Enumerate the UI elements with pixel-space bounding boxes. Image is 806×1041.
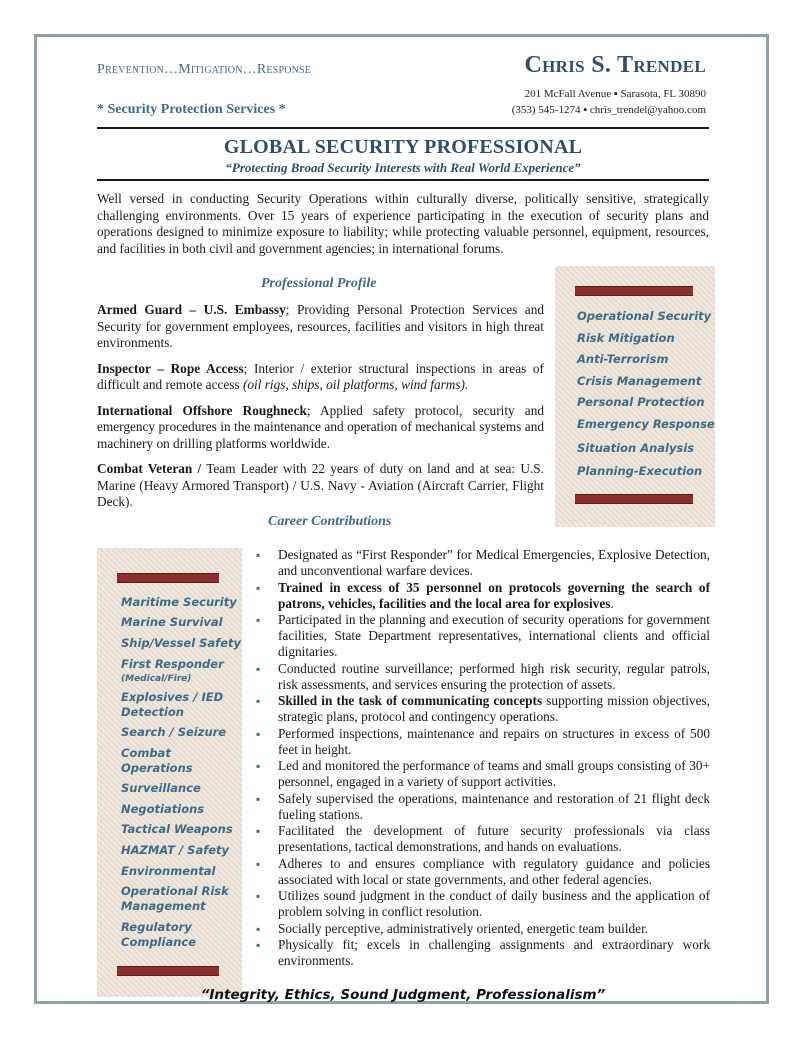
bullet-text: Designated as “First Responder” for Medical Emergencies, Explosive Detection, and unconventional warfare devices. bbox=[278, 547, 710, 578]
core-skills-panel bbox=[555, 266, 715, 527]
skill-item: Emergency Response bbox=[577, 417, 715, 431]
panel-top-bar bbox=[117, 573, 219, 583]
profile-item-title: Armed Guard – U.S. Embassy bbox=[97, 302, 286, 317]
header-divider bbox=[97, 127, 709, 129]
bullet-text: . bbox=[610, 595, 614, 611]
skill-item: Anti-Terrorism bbox=[577, 352, 669, 366]
skill-item: Situation Analysis bbox=[577, 441, 695, 455]
bullet-text: supporting mission objectives, strategic plans, protocol and contingency operations. bbox=[278, 693, 710, 724]
resume-subtitle: “Protecting Broad Security Interests with Real World Experience” bbox=[225, 160, 581, 175]
skill-item: First Responder bbox=[121, 657, 224, 671]
skill-item: Compliance bbox=[121, 935, 197, 949]
skill-item: Management bbox=[121, 899, 206, 913]
resume-title: GLOBAL SECURITY PROFESSIONAL bbox=[223, 136, 583, 158]
profile-item-text: ; Providing Personal Protection Services and Security for government employees, resources, facilities and visitors in high threat environments. bbox=[97, 302, 544, 350]
skill-item: Regulatory bbox=[121, 920, 192, 934]
skill-item: HAZMAT / Safety bbox=[121, 843, 229, 857]
expertise-panel bbox=[97, 548, 242, 997]
contact-line: (353) 545-1274 ▪ chris_trendel@yahoo.com bbox=[511, 104, 706, 116]
skill-item: Crisis Management bbox=[577, 374, 702, 388]
profile-heading: Professional Profile bbox=[261, 276, 377, 291]
header-tagline: Prevention…Mitigation…Response bbox=[97, 62, 312, 77]
skill-item: Planning-Execution bbox=[577, 464, 703, 478]
skill-item-note: (Medical/Fire) bbox=[121, 674, 192, 684]
career-bullet bbox=[255, 661, 710, 693]
skill-item: Search / Seizure bbox=[121, 725, 227, 739]
career-bullet bbox=[255, 758, 710, 790]
bullet-text: Led and monitored the performance of teams and small groups consisting of 30+ personnel, engaged in a variety of support activities. bbox=[278, 758, 710, 789]
bullet-text: Socially perceptive, administratively oriented, energetic team builder. bbox=[278, 920, 649, 936]
bullet-text: Participated in the planning and execution of security operations for government facilities, State Department representatives, international clients and official dignitaries. bbox=[278, 612, 710, 659]
profile-item-text: ; Interior / exterior structural inspections in areas of difficult and remote access bbox=[97, 360, 544, 392]
career-bullet bbox=[255, 547, 710, 579]
header-services: * Security Protection Services * bbox=[97, 102, 286, 117]
address-line: 201 McFall Avenue ▪ Sarasota, FL 30890 bbox=[524, 88, 706, 100]
career-bullet bbox=[255, 888, 710, 920]
profile-item bbox=[97, 461, 544, 511]
candidate-name: Chris S. Trendel bbox=[524, 52, 706, 78]
skill-item: Risk Mitigation bbox=[577, 331, 675, 345]
skill-item: Environmental bbox=[121, 864, 216, 878]
skill-item: Detection bbox=[121, 705, 184, 719]
skill-item: Explosives / IED bbox=[121, 690, 224, 704]
profile-item bbox=[97, 403, 544, 453]
career-bullet bbox=[255, 693, 710, 725]
bullet-text: Facilitated the development of future security professionals via class presentations, tactical demonstrations, and hands on evaluations. bbox=[278, 823, 710, 854]
skill-item: Marine Survival bbox=[121, 615, 223, 629]
profile-item bbox=[97, 302, 544, 352]
career-bullet bbox=[255, 823, 710, 855]
skill-item: Operational Security bbox=[577, 309, 712, 323]
bullet-text: Safely supervised the operations, maintenance and restoration of 21 flight deck fueling stations. bbox=[278, 790, 710, 822]
career-bullet bbox=[255, 921, 710, 937]
skill-item: Surveillance bbox=[121, 781, 201, 795]
skill-item: Operations bbox=[121, 761, 193, 775]
title-divider bbox=[97, 179, 709, 181]
panel-top-bar bbox=[575, 286, 693, 296]
profile-item bbox=[97, 361, 544, 394]
skill-item: Tactical Weapons bbox=[121, 822, 233, 836]
career-heading: Career Contributions bbox=[268, 514, 392, 529]
bullet-text: Physically fit; excels in challenging assignments and extraordinary work environments. bbox=[278, 937, 710, 968]
panel-bottom-bar bbox=[575, 494, 693, 504]
career-bullet bbox=[255, 937, 710, 969]
skill-item: Ship/Vessel Safety bbox=[121, 636, 241, 650]
skill-item: Operational Risk bbox=[121, 884, 229, 898]
panel-bottom-bar bbox=[117, 966, 219, 976]
bullet-bold: Skilled in the task of communicating concepts bbox=[278, 693, 543, 708]
profile-item-text: ; Applied safety protocol, security and emergency procedures in the maintenance and operation of mechanical systems and machinery on drilling platforms worldwide. bbox=[97, 402, 544, 451]
closing-motto: “Integrity, Ethics, Sound Judgment, Professionalism” bbox=[200, 987, 606, 1003]
profile-item-title: Combat Veteran / bbox=[97, 461, 202, 476]
bullet-text: Utilizes sound judgment in the conduct of daily business and the application of problem solving in conflict resolution. bbox=[278, 888, 710, 919]
profile-list bbox=[97, 302, 544, 520]
skill-item: Personal Protection bbox=[577, 395, 705, 409]
bullet-text: Conducted routine surveillance; performed high risk security, regular patrols, risk assessments, and services ensuring the protection of assets. bbox=[278, 660, 710, 692]
career-bullet bbox=[255, 791, 710, 823]
career-bullet bbox=[255, 612, 710, 660]
profile-item-title: Inspector – Rope Access bbox=[97, 360, 244, 376]
skill-item: Combat bbox=[121, 746, 171, 760]
bullet-text: Adheres to and ensures compliance with regulatory guidance and policies associated with local or state governments, and other federal agencies. bbox=[278, 855, 710, 887]
skill-item: Negotiations bbox=[121, 802, 205, 816]
bullet-bold: Trained in excess of 35 personnel on protocols governing the search of patrons, vehicles, facilities and the local area for explosives bbox=[278, 579, 710, 611]
profile-item-text: Team Leader with 22 years of duty on land and at sea: U.S. Marine (Heavy Armored Transport) / U.S. Navy - Aviation (Aircraft Carrier, Flight Deck). bbox=[97, 461, 544, 509]
career-bullet bbox=[255, 856, 710, 888]
career-bullets bbox=[255, 547, 710, 970]
career-bullet bbox=[255, 726, 710, 758]
profile-item-title: International Offshore Roughneck bbox=[97, 402, 307, 418]
summary-paragraph: Well versed in conducting Security Operations within culturally diverse, politically sensitive, strategically challenging environments. Over 15 years of experience participating in the execution of security plans and operations designed to minimize exposure to liability; while protecting valuable personnel, equipment, resources, and facilities in both civil and government agencies; in international forums. bbox=[97, 191, 709, 256]
career-bullet bbox=[255, 580, 710, 612]
profile-item-italic: (oil rigs, ships, oil platforms, wind farms). bbox=[242, 377, 469, 392]
skill-item: Maritime Security bbox=[121, 595, 237, 609]
bullet-text: Performed inspections, maintenance and repairs on structures in excess of 500 feet in height. bbox=[278, 725, 710, 757]
